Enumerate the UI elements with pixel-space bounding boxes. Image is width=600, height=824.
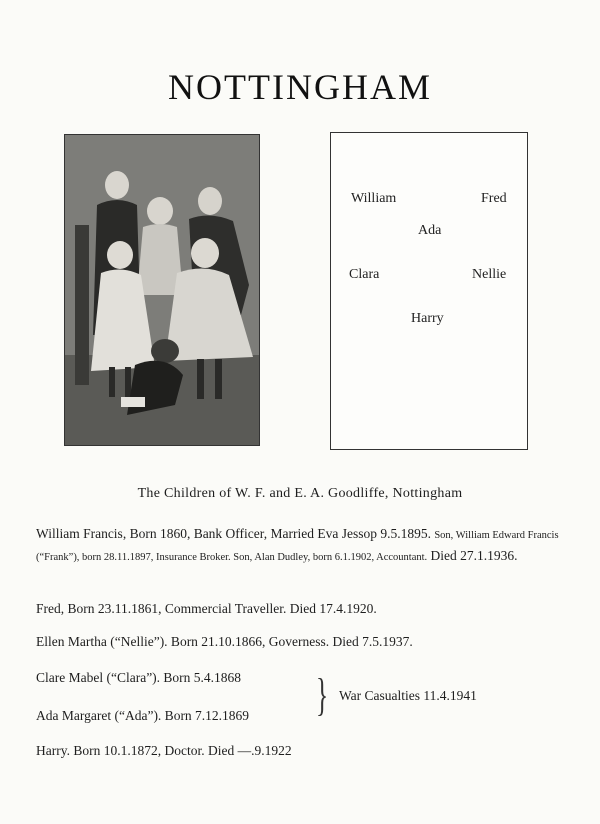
photo-caption: The Children of W. F. and E. A. Goodliffe, Nottingham	[137, 486, 463, 501]
war-casualties-note: War Casualties 11.4.1941	[339, 688, 477, 703]
entry-william	[36, 524, 566, 568]
key-name-nellie: Nellie	[472, 267, 507, 282]
entry-william-died: Died 27.1.1936.	[430, 548, 518, 563]
entry-ellen: Ellen Martha (“Nellie”). Born 21.10.1866, Governess. Died 7.5.1937.	[36, 634, 413, 649]
entry-harry: Harry. Born 10.1.1872, Doctor. Died —.9.1922	[36, 743, 292, 758]
grouping-brace: }	[315, 669, 329, 720]
key-name-fred: Fred	[481, 191, 507, 206]
key-name-clara: Clara	[349, 267, 380, 282]
key-name-ada: Ada	[418, 223, 442, 238]
entry-clare: Clare Mabel (“Clara”). Born 5.4.1868	[36, 670, 242, 685]
entry-william-children: Son, William Edward Francis (“Frank”), born 28.11.1897, Insurance Broker. Son, Alan Dudley, born 6.1.1902, Accountant.	[36, 530, 559, 563]
entry-fred: Fred, Born 23.11.1861, Commercial Traveller. Died 17.4.1920.	[36, 601, 377, 616]
entry-william-main: William Francis, Born 1860, Bank Officer, Married Eva Jessop 9.5.1895.	[36, 526, 431, 541]
entry-ada: Ada Margaret (“Ada”). Born 7.12.1869	[36, 708, 250, 723]
key-name-william: William	[351, 191, 397, 206]
name-key-box	[330, 132, 528, 450]
key-name-harry: Harry	[411, 311, 444, 326]
page-title: NOTTINGHAM	[168, 67, 432, 107]
family-photograph	[64, 134, 260, 446]
